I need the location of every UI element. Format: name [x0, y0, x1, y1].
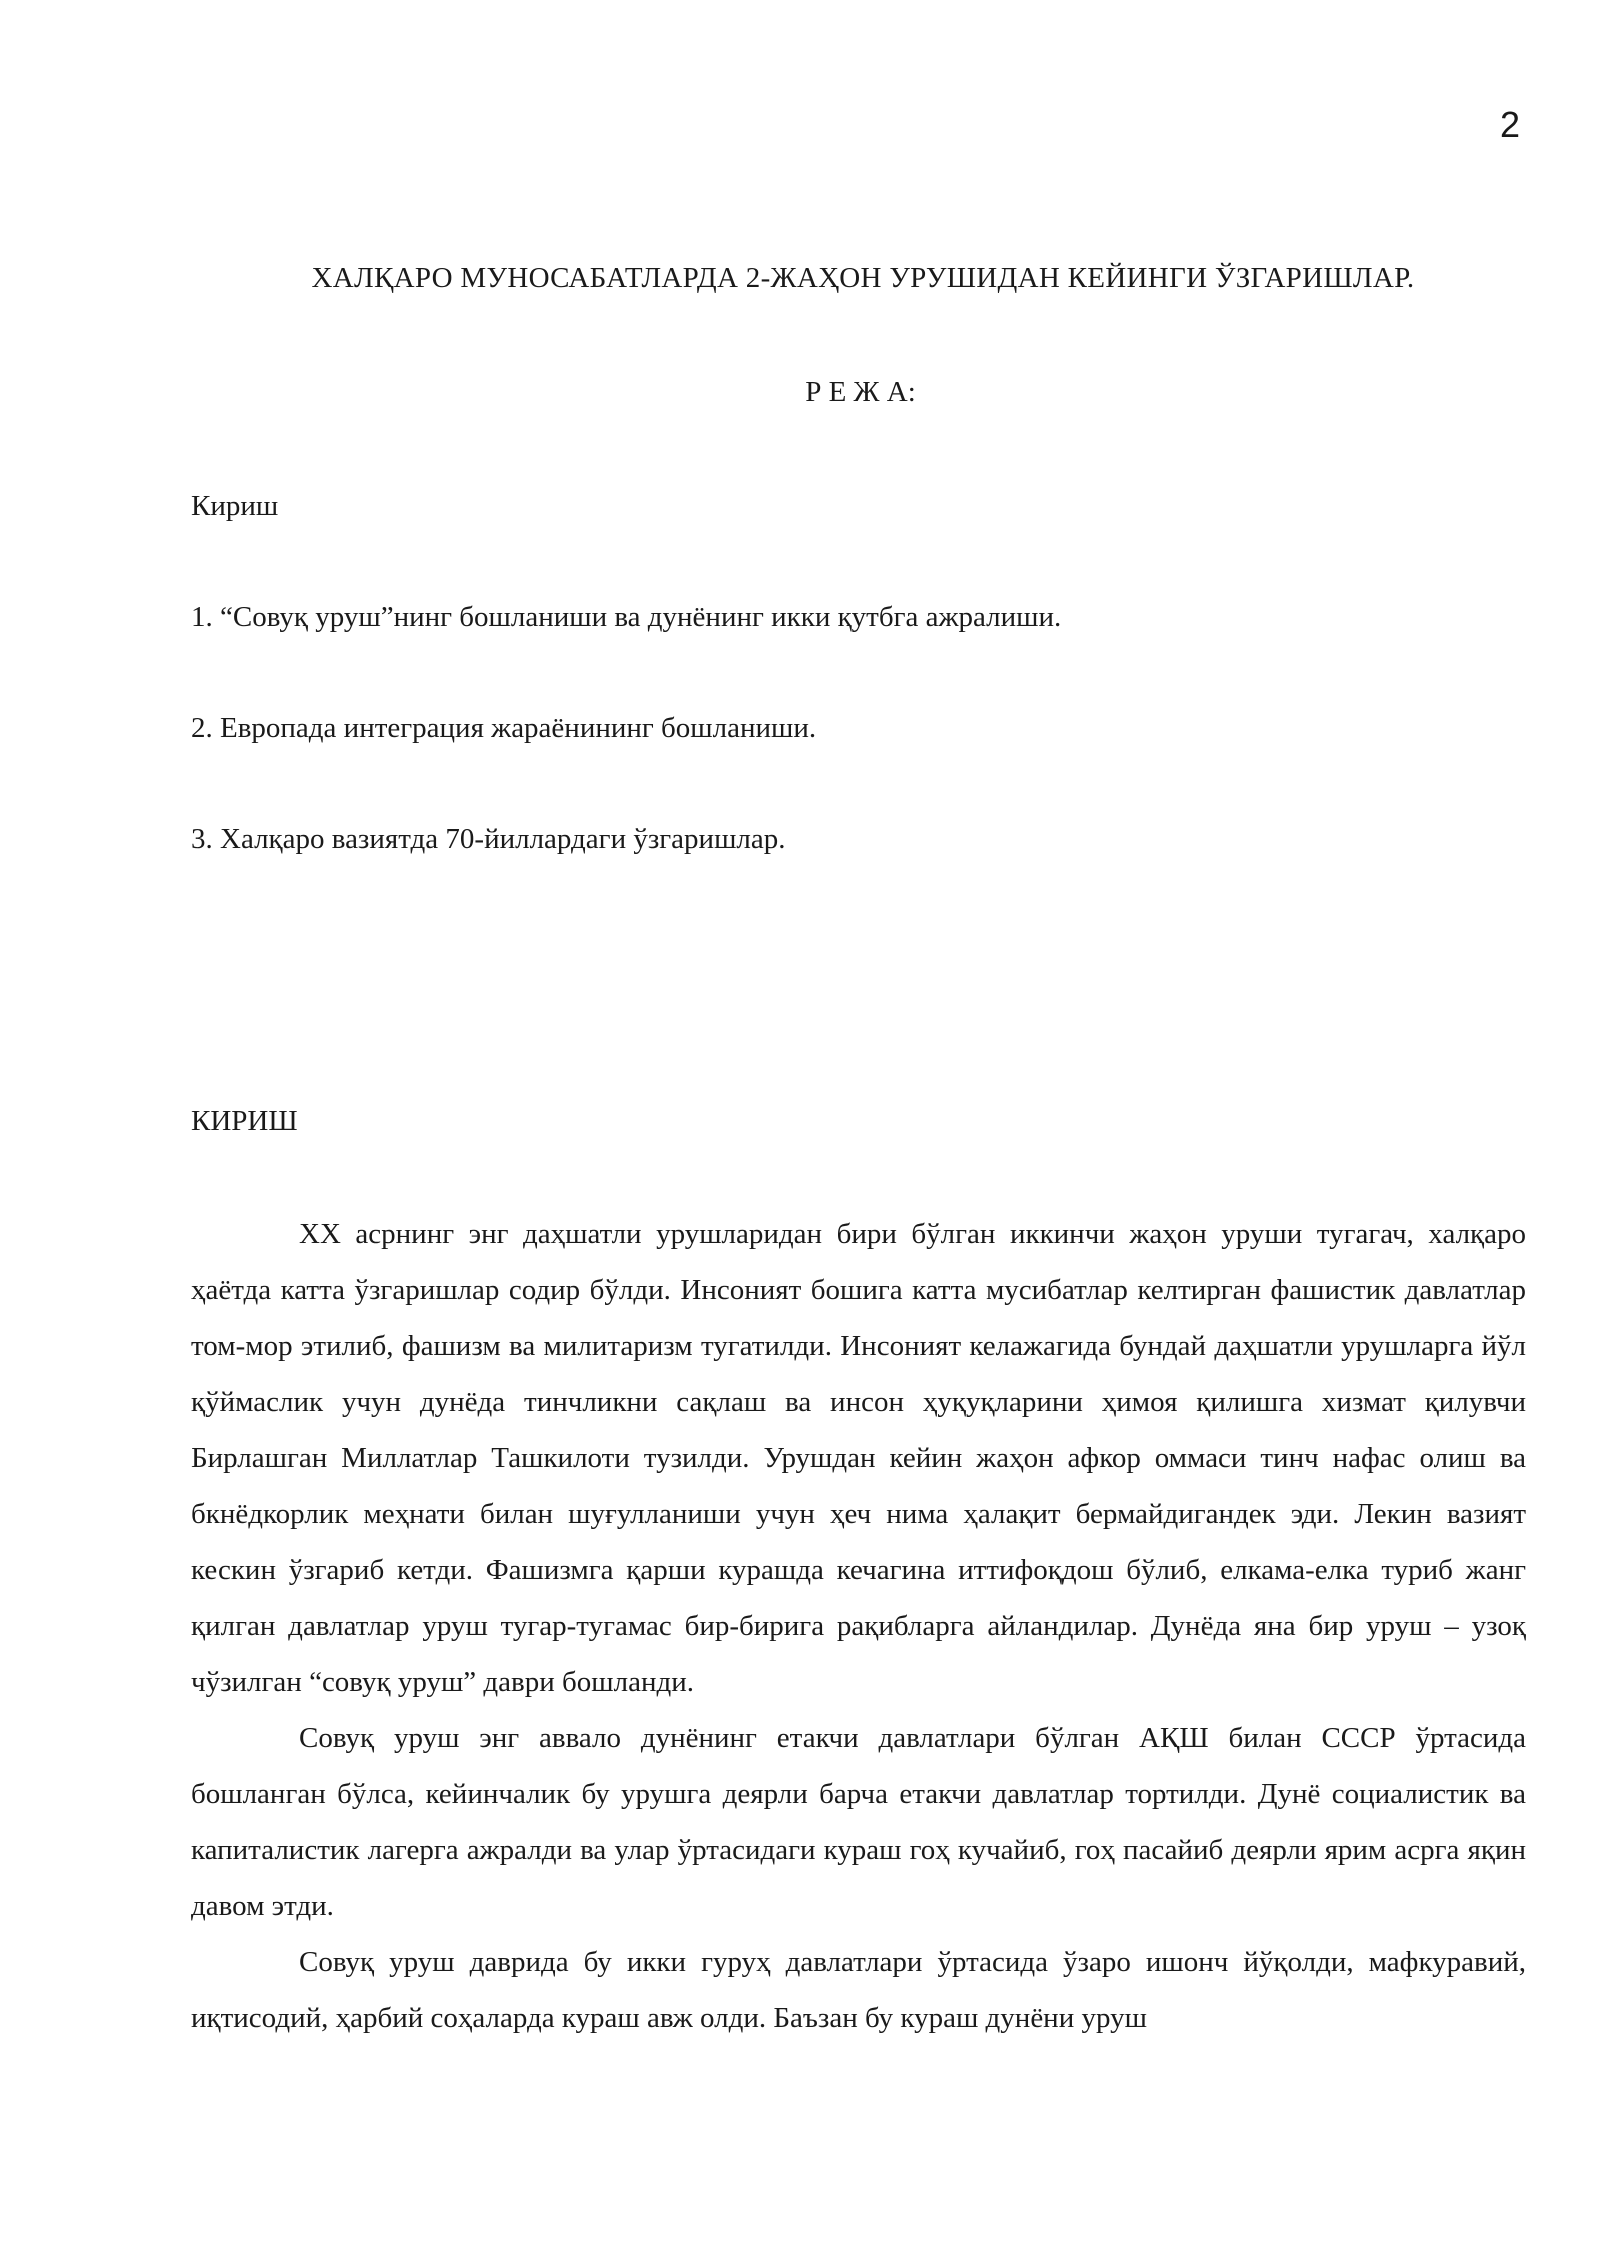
plan-item-2: 2. Европада интеграция жараёнининг бошланиши.	[191, 712, 817, 744]
plan-item-1: 1. “Совуқ уруш”нинг бошланиши ва дунёнинг икки қутбга ажралиши.	[191, 601, 1062, 633]
document-title: ХАЛҚАРО МУНОСАБАТЛАРДА 2-ЖАҲОН УРУШИДАН КЕЙИНГИ ЎЗГАРИШЛАР.	[311, 262, 1415, 294]
paragraph-1: XX асрнинг энг даҳшатли урушларидан бири бўлган иккинчи жаҳон уруши тугагач, халқаро ҳаётда катта ўзгаришлар содир бўлди. Инсоният бошига катта мусибатлар келтирган фашистик давлатлар том-мор этилиб, фашизм ва милитаризм тугатилди. Инсоният келажагида бундай даҳшатли урушларга йўл қўймаслик учун дунёда тинчликни сақлаш ва инсон ҳуқуқларини ҳимоя қилишга хизмат қилувчи Бирлашган Миллатлар Ташкилоти тузилди. Урушдан кейин жаҳон афкор оммаси тинч нафас олиш ва бкнёдкорлик меҳнати билан шуғулланиши учун ҳеч нима ҳалақит бермайдигандек эди. Лекин вазият кескин ўзгариб кетди. Фашизмга қарши курашда кечагина иттифоқдош бўлиб, елкама-елка туриб жанг қилган давлатлар уруш тугар-тугамас бир-бирига рақибларга айландилар. Дунёда яна бир уруш – узоқ чўзилган “совуқ уруш” даври бошланди.	[191, 1218, 1526, 1698]
body-text	[191, 1206, 1526, 2046]
plan-item-3: 3. Халқаро вазиятда 70-йиллардаги ўзгаришлар.	[191, 823, 786, 855]
plan-intro: Кириш	[191, 490, 279, 522]
plan-heading: Р Е Ж А:	[805, 376, 916, 408]
paragraph-3: Совуқ уруш даврида бу икки гуруҳ давлатлари ўртасида ўзаро ишонч йўқолди, мафкуравий, иқтисодий, ҳарбий соҳаларда кураш авж олди. Баъзан бу кураш дунёни уруш	[191, 1946, 1526, 2034]
page-number: 2	[1499, 104, 1520, 145]
section-heading: КИРИШ	[191, 1105, 298, 1137]
paragraph-2: Совуқ уруш энг аввало дунёнинг етакчи давлатлари бўлган АҚШ билан СССР ўртасида бошланган бўлса, кейинчалик бу урушга деярли барча етакчи давлатлар тортилди. Дунё социалистик ва капиталистик лагерга ажралди ва улар ўртасидаги кураш гоҳ кучайиб, гоҳ пасайиб деярли ярим асрга яқин давом этди.	[191, 1722, 1526, 1922]
